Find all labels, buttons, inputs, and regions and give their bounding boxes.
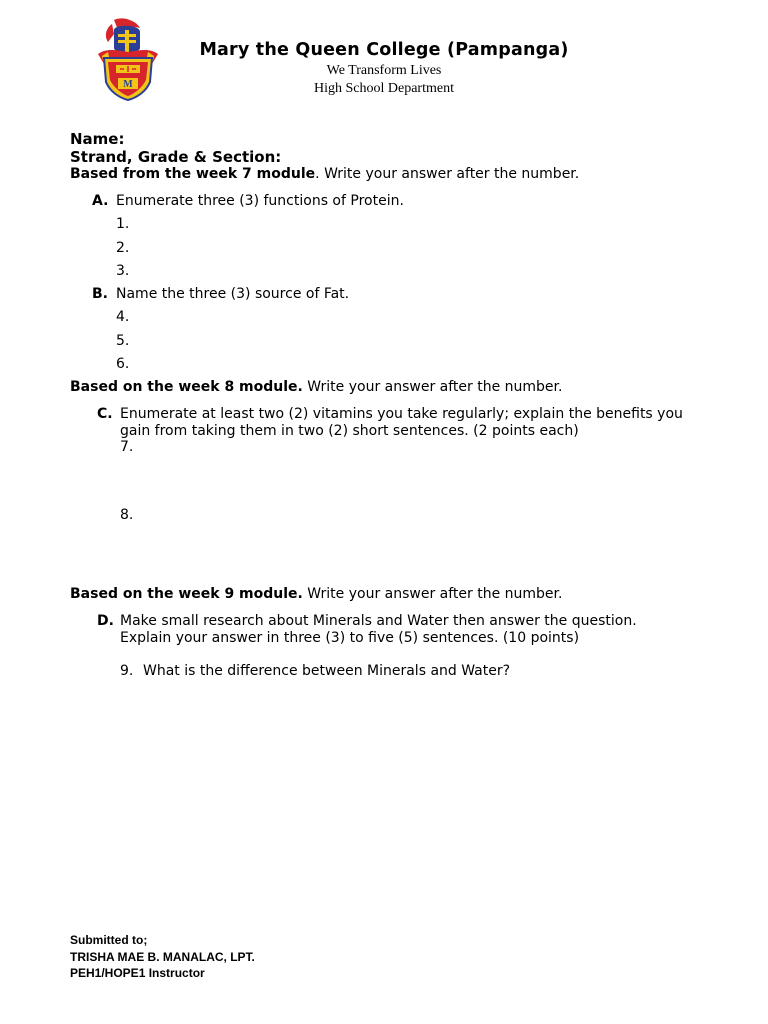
- item-d-text-line1: Make small research about Minerals and Water then answer the question.: [120, 613, 637, 629]
- section-week-7-heading: [70, 166, 579, 182]
- section-week-8-heading: [70, 379, 562, 395]
- item-letter-d: D.: [97, 613, 114, 629]
- item-letter-c: C.: [97, 406, 113, 422]
- answer-number-2: 2.: [116, 240, 130, 256]
- name-label: Name:: [70, 130, 125, 148]
- section-heading-rest: . Write your answer after the number.: [315, 166, 580, 182]
- answer-number-1: 1.: [116, 216, 130, 232]
- college-tagline: We Transform Lives: [326, 63, 442, 78]
- item-d-text-line2: Explain your answer in three (3) to five (5) sentences. (10 points): [120, 630, 580, 646]
- item-letter-b: B.: [92, 286, 108, 302]
- logo-letter: M: [123, 79, 133, 90]
- answer-number-6: 6.: [116, 356, 130, 372]
- question-9-text: What is the difference between Minerals and Water?: [143, 663, 511, 679]
- answer-number-5: 5.: [116, 333, 130, 349]
- answer-number-8: 8.: [120, 507, 134, 523]
- section-heading-rest: Write your answer after the number.: [302, 586, 563, 602]
- section-heading-bold: Based on the week 8 module.: [70, 379, 303, 395]
- section-week-9-heading: [70, 586, 562, 602]
- submission-footer: [70, 932, 255, 982]
- section-heading-bold: Based on the week 9 module.: [70, 586, 303, 602]
- instructor-title: PEH1/HOPE1 Instructor: [70, 966, 205, 980]
- item-letter-a: A.: [92, 193, 109, 209]
- section-heading-rest: Write your answer after the number.: [302, 379, 563, 395]
- instructor-name: TRISHA MAE B. MANALAC, LPT.: [70, 949, 255, 964]
- strand-grade-section-label: Strand, Grade & Section:: [70, 148, 282, 166]
- answer-number-4: 4.: [116, 309, 130, 325]
- section-heading-bold: Based from the week 7 module: [70, 166, 316, 182]
- answer-number-3: 3.: [116, 263, 130, 279]
- answer-number-9: 9.: [120, 663, 134, 679]
- item-c-text-line2: gain from taking them in two (2) short sentences. (2 points each): [120, 423, 579, 439]
- answer-number-7: 7.: [120, 439, 134, 455]
- college-name: Mary the Queen College (Pampanga): [199, 40, 569, 60]
- department-name: High School Department: [314, 81, 454, 96]
- item-c-text-line1: Enumerate at least two (2) vitamins you take regularly; explain the benefits you: [120, 406, 683, 422]
- item-b-text: Name the three (3) source of Fat.: [116, 286, 350, 302]
- item-a-text: Enumerate three (3) functions of Protein.: [116, 193, 404, 209]
- submitted-to-label: Submitted to;: [70, 933, 148, 947]
